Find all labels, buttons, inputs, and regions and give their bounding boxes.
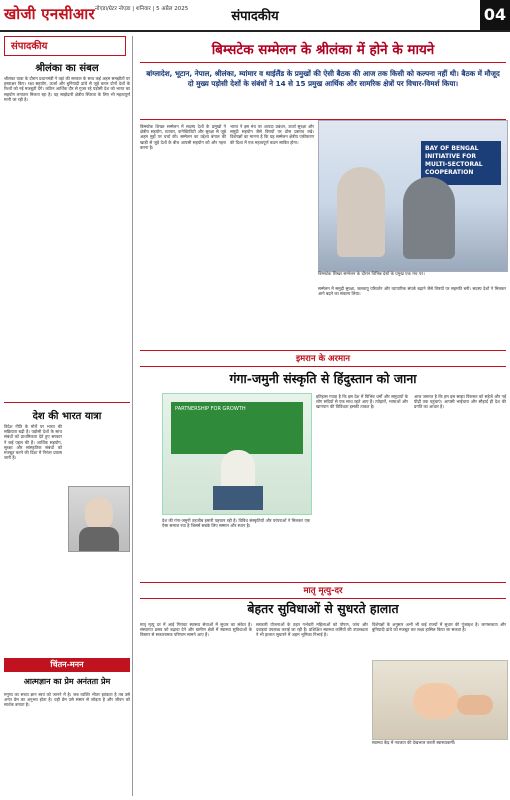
podium (213, 486, 263, 510)
article3-body-mid: सरकारी योजनाओं के तहत गर्भवती महिलाओं को पोषण, जांच और दवाइयां उपलब्ध कराई जा रही हैं। प्रशिक्षित स्वास्थ्य कर्मियों की उपलब्धता ने भी हालात सुधारने में अहम भूमिका निभाई है। (256, 622, 368, 638)
face (85, 497, 113, 531)
page-number: 04 (480, 0, 510, 30)
box-subtitle: आत्मज्ञान का प्रेम अनंतता प्रेम (23, 677, 111, 686)
article2-band (140, 350, 506, 367)
box-text: मनुष्य का सच्चा ज्ञान स्वयं को जानने में है। जब व्यक्ति भीतर झांकता है तब उसे अनंत प्रेम का अनुभव होता है। यही प्रेम उसे संसार से जोड़ता है और जीवन को सार्थक बनाता है। (4, 692, 130, 708)
article1-caption: बिम्सटेक शिखर सम्मेलन के दौरान विभिन्न देशों के प्रमुख एक मंच पर। (318, 272, 425, 277)
masthead: खोजी एनसीआर (4, 5, 95, 23)
leader-figure-2 (403, 177, 455, 259)
body (79, 527, 119, 551)
article1-title: बिम्सटेक सम्मेलन के श्रीलंका में होने के मायने (211, 42, 435, 58)
article2-band-label: इमरान के अरमान (295, 354, 351, 364)
article3-band (140, 582, 506, 599)
article2-body-right: आज जरूरत है कि हम इस साझा विरासत को सहेजें और नई पीढ़ी तक पहुंचाएं। आपसी भाईचारा और सौहार्द ही देश की प्रगति का आधार है। (414, 394, 506, 410)
article3-band-label: मातृ मृत्यु-दर (303, 586, 343, 596)
article1-body-mid: भारत ने इस मंच पर आपदा प्रबंधन, ऊर्जा सुरक्षा और समुद्री सहयोग जैसे विषयों पर ठोस प्रस्ताव रखे। विशेषज्ञों का मानना है कि यह सम्मेलन क्षेत्रीय एकीकरण की दिशा में एक महत्वपूर्ण कदम साबित होगा। (230, 124, 314, 145)
stage-backdrop: PARTNERSHIP FOR GROWTH (171, 402, 303, 454)
second-title: देश की भारत यात्रा (32, 411, 102, 422)
article1-photo (318, 120, 508, 272)
divider (4, 402, 130, 403)
article2-photo (162, 393, 312, 515)
editorial-text: श्रीलंका यात्रा के दौरान प्रधानमंत्री ने वहां की सरकार के साथ कई अहम समझौतों पर हस्ताक्षर किए। रक्षा सहयोग, ऊर्जा और बुनियादी ढांचे से जुड़े करार दोनों देशों के रिश्तों को नई मजबूती देंगे। कठिन आर्थिक दौर से गुजर रहे पड़ोसी देश को भारत का सहयोग लगातार मिलता रहा है। यह साझेदारी क्षेत्रीय स्थिरता के लिए भी महत्वपूर्ण मानी जा रही है। (4, 76, 130, 102)
header-bar (0, 0, 510, 32)
article1-body-right: सम्मेलन में समुद्री सुरक्षा, जलवायु परिवर्तन और व्यापारिक संपर्क बढ़ाने जैसे विषयों पर सहमति बनी। सदस्य देशों ने मिलकर आगे बढ़ने का संकल्प लिया। (318, 286, 506, 297)
newborn (413, 683, 459, 719)
article2-gutter (140, 394, 160, 574)
article1-deck (140, 62, 506, 120)
article1-deck-text: बांग्लादेश, भूटान, नेपाल, श्रीलंका, म्यांमार व थाईलैंड के प्रमुखों की ऐसी बैठक की आज तक किसी को कल्पना नहीं थी। बैठक में मौजूद दो मुख्य पड़ोसी देशों के संबंधों ने 14 से 15 प्रमुख आर्थिक और सामरिक क्षेत्रों पर विचार-विमर्श किया। (146, 69, 500, 88)
article3-caption: स्वास्थ्य केंद्र में नवजात की देखभाल करती स्वास्थ्यकर्मी। (372, 740, 456, 745)
summit-banner: BAY OF BENGAL INITIATIVE FOR MULTI-SECTORAL COOPERATION (421, 141, 501, 185)
article3-body-right: विशेषज्ञों के अनुसार अभी भी कई राज्यों में सुधार की गुंजाइश है। जागरूकता और बुनियादी ढांचे को मजबूत कर लक्ष्य हासिल किया जा सकता है। (372, 622, 506, 633)
section-title: संपादकीय (231, 9, 279, 24)
editorial-title: श्रीलंका का संबल (35, 63, 99, 74)
column-rule (132, 36, 133, 796)
article3-body-left: मातृ मृत्यु दर में आई गिरावट स्वास्थ्य सेवाओं में सुधार का संकेत है। संस्थागत प्रसव को बढ़ावा देने और ग्रामीण क्षेत्रों में स्वास्थ्य सुविधाओं के विस्तार से सकारात्मक परिणाम सामने आए हैं। (140, 622, 252, 638)
leader-figure (337, 167, 385, 257)
article3-title: बेहतर सुविधाओं से सुधरते हालात (247, 601, 399, 616)
edition-meta: नोएडा/ग्रेटर नोएडा | शनिवार | 5 अप्रैल 2025 (95, 6, 189, 12)
caregiver-hand (457, 695, 493, 715)
editorial-tag-label: संपादकीय (11, 41, 48, 52)
article2-body-left: देश की गंगा-जमुनी तहजीब हमारी पहचान रही है। विविध संस्कृतियों और परंपराओं ने मिलकर एक ऐसा समाज रचा है जिसमें सबके लिए सम्मान और स्थान है। (162, 518, 310, 529)
article3-photo (372, 660, 508, 740)
article1-body-left: बिम्सटेक शिखर सम्मेलन में सदस्य देशों के प्रमुखों ने क्षेत्रीय सहयोग, व्यापार, कनेक्टिविटी और सुरक्षा से जुड़े अहम मुद्दों पर चर्चा की। सम्मेलन का उद्देश्य बंगाल की खाड़ी से जुड़े देशों के बीच आपसी सहयोग को और गहरा करना है। (140, 124, 226, 150)
second-text: विदेश नीति के मोर्चे पर भारत की सक्रियता बढ़ी है। पड़ोसी देशों के साथ संबंधों को प्राथमिकता देते हुए सरकार ने कई पहल की हैं। आर्थिक सहयोग, सुरक्षा और सांस्कृतिक संबंधों को मजबूत करने की दिशा में निरंतर प्रयास जारी हैं। (4, 424, 62, 461)
article2-body-mid: इतिहास गवाह है कि इस देश में विभिन्न धर्मों और समुदायों के लोग सदियों से एक साथ रहते आए हैं। त्योहारों, भाषाओं और खानपान की विविधता इसकी ताकत है। (316, 394, 408, 410)
box-title: चिंतन-मनन (4, 658, 130, 672)
article2-title: गंगा-जमुनी संस्कृति से हिंदुस्तान को जाना (229, 371, 417, 386)
editorial-tag (4, 36, 126, 56)
columnist-photo (68, 486, 130, 552)
left-column (4, 36, 130, 796)
